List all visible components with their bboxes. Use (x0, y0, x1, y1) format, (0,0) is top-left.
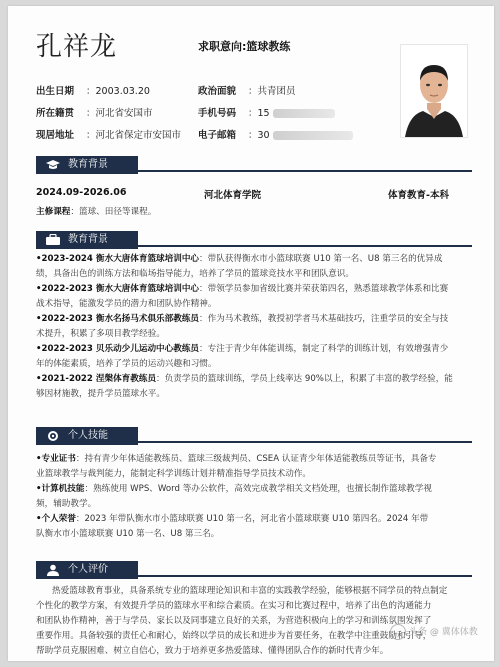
experience-line (36, 267, 476, 282)
skill-desc: ：2023 年带队衡水市小篮球联赛 U10 第一名，河北省小篮球联赛 U10 第四名。2024 年带 (75, 514, 429, 524)
info-label: 手机号码 (198, 108, 237, 119)
section-title: 个人评价 (68, 564, 108, 575)
education-courses (36, 205, 156, 220)
redaction-mask (273, 109, 335, 118)
section-header-skills (36, 427, 472, 445)
skill-desc: 频，辅助教学。 (36, 499, 97, 509)
info-value: 共青团员 (257, 86, 296, 97)
watermark (390, 624, 478, 640)
evaluation-line: 热爱篮球教育事业，具备系统专业的篮球理论知识和丰富的实践教学经验，能够根据不同学员的特点制定 (52, 586, 448, 596)
section-title: 教育背景 (68, 159, 108, 170)
section-divider (138, 170, 472, 172)
info-birthdate: 出生日期 ：2003.03.20 (36, 83, 150, 97)
experience-desc: ：带队获得衡水市小篮球联赛 U10 第一名、U8 第三名的优异成 (199, 254, 443, 264)
experience-desc: 战术指导，能激发学员的潜力和团队协作精神。 (36, 299, 217, 309)
experience-line (36, 312, 476, 327)
experience-desc: 绩，具备出色的训练方法和临场指导能力，培养了学员的篮球竞技水平和团队意识。 (36, 269, 354, 279)
section-tab (36, 231, 138, 249)
skill-line (36, 482, 476, 497)
section-title: 教育背景 (68, 234, 108, 245)
experience-desc: 够因材施教，提升学员篮球水平。 (36, 389, 165, 399)
candidate-name: 孔祥龙 (36, 32, 118, 62)
evaluation-line: 个性化的教学方案，有效提升学员的篮球水平和综合素质。在实习和比赛过程中，培养了出色的沟通能力 (36, 601, 432, 611)
person-icon (45, 564, 61, 576)
skill-desc: ：持有青少年体适能教练员、篮球三级裁判员、CSEA 认证青少年体适能教练员等证书，具备专 (75, 454, 437, 464)
experience-desc: ：作为马术教练，教授初学者马术基础技巧，注重学员的安全与技 (199, 314, 449, 324)
evaluation-line: 重要作用。具备较强的责任心和耐心，始终以学员的成长和进步为首要任务，在教学中注重鼓励和引导， (36, 631, 432, 641)
skill-line (36, 527, 476, 542)
experience-desc: ：带领学员参加省级比赛并荣获第四名，熟悉篮球教学体系和比赛 (199, 284, 449, 294)
evaluation-line: 帮助学员克服困难、树立自信心，致力于培养更多热爱篮球、懂得团队合作的新时代青少年。 (36, 646, 389, 656)
experience-line (36, 297, 476, 312)
experience-line (36, 342, 476, 357)
section-header-evaluation (36, 561, 472, 579)
education-school: 河北体育学院 (204, 190, 262, 201)
person-photo-icon (401, 45, 467, 137)
section-divider (138, 575, 472, 577)
briefcase-icon (45, 234, 61, 246)
section-tab (36, 561, 138, 579)
experience-line (36, 372, 476, 387)
info-email: 电子邮箱 ：30 (198, 127, 353, 141)
experience-line (36, 327, 476, 342)
skill-line (36, 467, 476, 482)
experience-desc: ：负责学员的篮球训练，学员上线率达 90%以上，积累了丰富的教学经验，能 (156, 374, 453, 384)
section-header-education (36, 156, 472, 174)
info-political-status: 政治面貌 ：共青团员 (198, 83, 296, 97)
experience-org: •2022-2023 衡水名扬马术俱乐部教练员 (36, 314, 200, 324)
info-hometown: 所在籍贯 ：河北省安国市 (36, 105, 153, 119)
skill-label: •专业证书 (36, 454, 76, 464)
section-tab (36, 427, 138, 445)
info-value: 河北省安国市 (95, 108, 153, 119)
skill-desc: 队衡水市小篮球联赛 U10 第一名、U8 第三名。 (36, 529, 220, 539)
info-value: 2003.03.20 (95, 86, 150, 97)
experience-org: •2021-2022 涅槃体育教练员 (36, 374, 157, 384)
experience-line (36, 387, 476, 402)
info-address: 现居地址 ：河北省保定市安国市 (36, 127, 181, 141)
experience-list (36, 252, 476, 402)
experience-org: •2023-2024 衡水大唐体育篮球培训中心 (36, 254, 200, 264)
education-major: 体育教育-本科 (388, 190, 449, 201)
info-label: 所在籍贯 (36, 108, 75, 119)
skill-line (36, 452, 476, 467)
section-divider (138, 441, 472, 443)
experience-desc: 术提升，积累了多项目教学经验。 (36, 329, 165, 339)
watermark-text: 头条 @ 冀体体教 (409, 627, 478, 638)
info-value: 河北省保定市安国市 (95, 130, 182, 141)
info-phone: 手机号码 ：15 (198, 105, 335, 119)
info-label: 现居地址 (36, 130, 75, 141)
section-tab (36, 156, 138, 174)
watermark-logo-icon (390, 624, 406, 640)
job-objective: 求职意向:篮球教练 (198, 40, 291, 53)
experience-org: •2022-2023 衡水大唐体育篮球培训中心 (36, 284, 200, 294)
skill-label: •计算机技能 (36, 484, 85, 494)
profile-photo (400, 44, 468, 138)
skill-label: •个人荣誉 (36, 514, 76, 524)
info-label: 电子邮箱 (198, 130, 237, 141)
section-header-experience (36, 231, 472, 249)
evaluation-text (36, 584, 476, 659)
gear-icon (45, 430, 61, 442)
info-value: 15 (257, 108, 270, 119)
experience-line (36, 282, 476, 297)
experience-desc: 年的体能素质，培养了学员的运动兴趣和习惯。 (36, 359, 217, 369)
resume-page (8, 6, 494, 661)
courses-label: 主修课程 (36, 207, 71, 217)
info-label: 出生日期 (36, 86, 75, 97)
education-period: 2024.09-2026.06 (36, 187, 127, 198)
graduation-cap-icon (45, 159, 61, 171)
section-divider (138, 245, 472, 247)
info-label: 政治面貌 (198, 86, 237, 97)
skill-line (36, 497, 476, 512)
skills-list (36, 452, 476, 542)
experience-desc: ：专注于青少年体能训练，制定了科学的训练计划，有效增强青少 (199, 344, 449, 354)
skill-desc: ：熟练使用 WPS、Word 等办公软件，高效完成教学相关文档处理，也擅长制作篮球教学视 (84, 484, 432, 494)
info-value: 30 (257, 130, 270, 141)
experience-org: •2022-2023 贝乐动少儿运动中心教练员 (36, 344, 200, 354)
skill-line (36, 512, 476, 527)
redaction-mask (273, 131, 353, 140)
courses-text: ：篮球、田径等课程。 (70, 207, 157, 217)
skill-desc: 业篮球教学与裁判能力，能制定科学训练计划并精准指导学员技术动作。 (36, 469, 312, 479)
experience-line (36, 252, 476, 267)
evaluation-line: 和团队协作精神，善于与学员、家长以及同事建立良好的关系，为营造积极向上的学习和训练氛围发挥了 (36, 616, 432, 626)
section-title: 个人技能 (68, 430, 108, 441)
experience-line (36, 357, 476, 372)
